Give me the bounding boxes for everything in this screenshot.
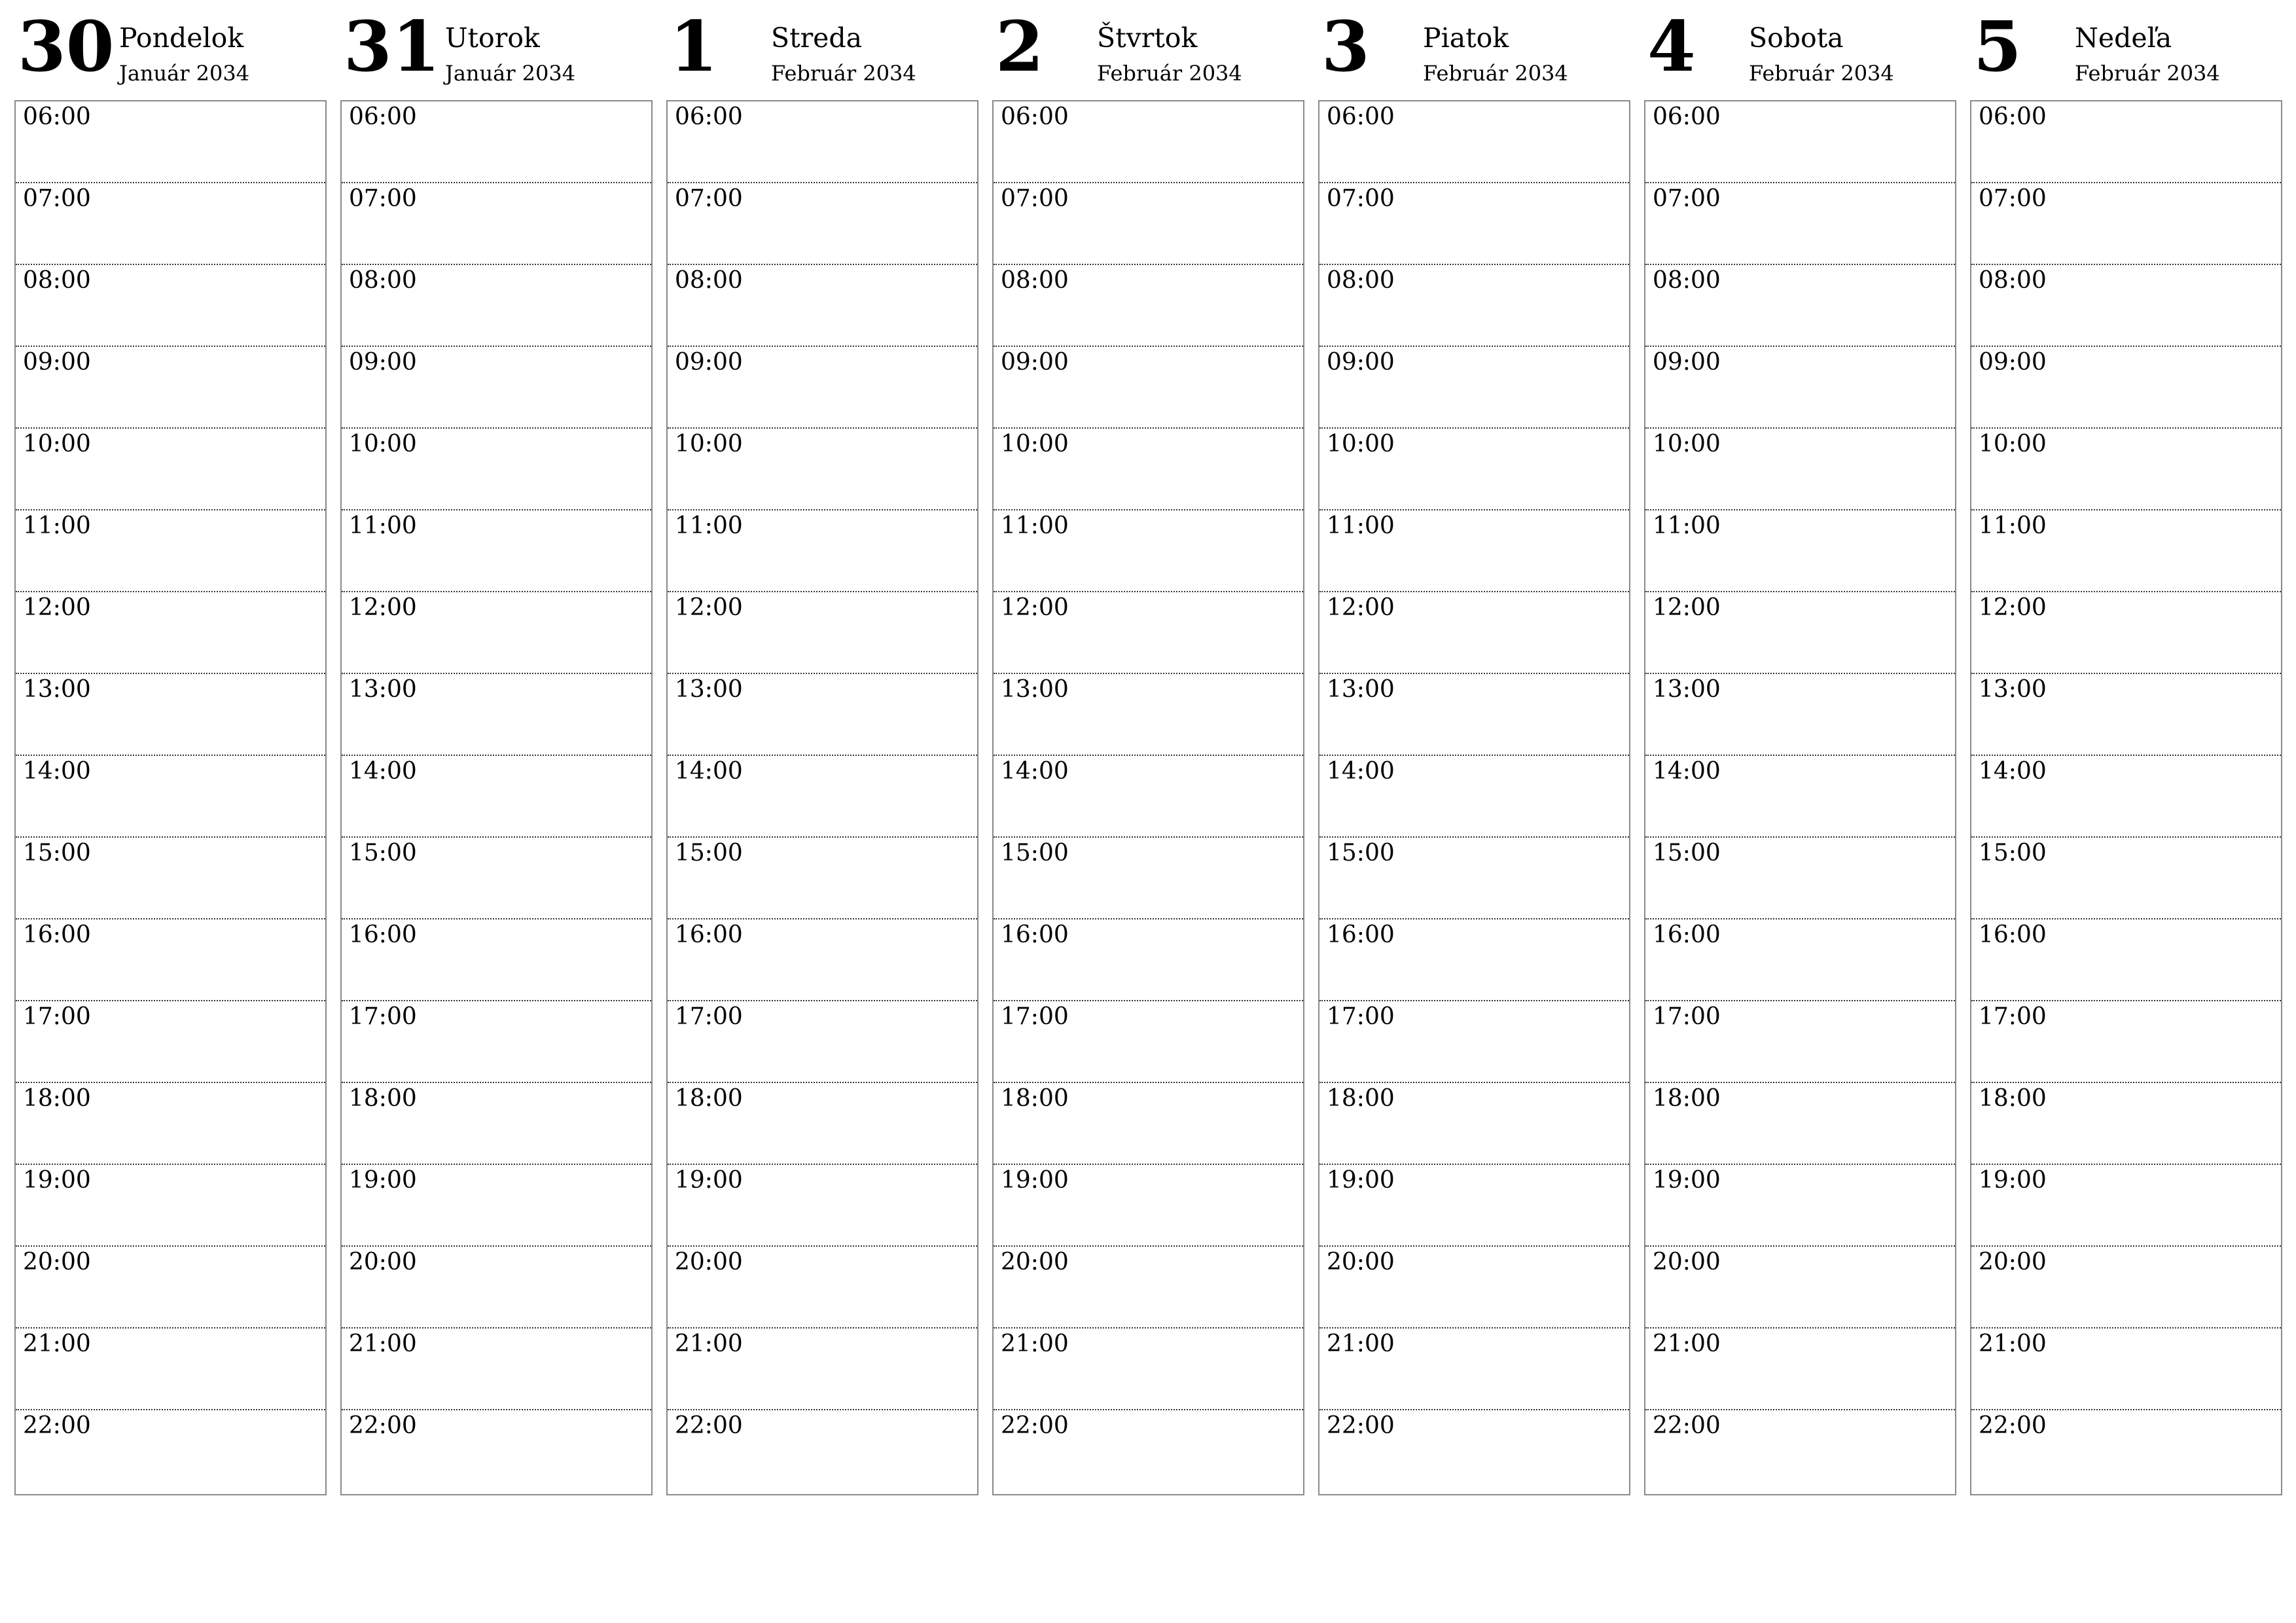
time-slot[interactable] xyxy=(1971,510,2281,592)
time-slot[interactable] xyxy=(1971,592,2281,674)
time-slot-label: 15:00 xyxy=(1001,840,1069,866)
time-slot-label: 10:00 xyxy=(1001,431,1069,457)
time-slot[interactable] xyxy=(1319,101,1629,183)
time-slot-label: 06:00 xyxy=(1001,103,1069,130)
time-slot-label: 11:00 xyxy=(1001,512,1069,539)
time-slot[interactable] xyxy=(1319,838,1629,919)
time-slot-label: 19:00 xyxy=(675,1167,743,1194)
day-number: 30 xyxy=(18,5,115,87)
time-slot-label: 14:00 xyxy=(1979,758,2047,785)
time-slot-label: 08:00 xyxy=(1979,267,2047,294)
time-slot-label: 21:00 xyxy=(675,1330,743,1357)
time-slot-label: 06:00 xyxy=(1327,103,1395,130)
time-slot[interactable] xyxy=(994,756,1303,838)
time-slot[interactable] xyxy=(16,919,325,1001)
time-slot-label: 15:00 xyxy=(23,840,91,866)
time-slot-label: 11:00 xyxy=(1979,512,2047,539)
month-year: Február 2034 xyxy=(2075,61,2220,86)
day-number: 3 xyxy=(1321,5,1370,87)
time-slot-label: 07:00 xyxy=(1001,185,1069,212)
time-slot[interactable] xyxy=(1319,347,1629,429)
time-slot-label: 13:00 xyxy=(1327,676,1395,703)
time-slot-label: 09:00 xyxy=(1653,349,1721,376)
time-slot[interactable] xyxy=(668,592,977,674)
time-slot-label: 22:00 xyxy=(675,1412,743,1439)
time-slot[interactable] xyxy=(994,1083,1303,1165)
time-slot[interactable] xyxy=(1971,1083,2281,1165)
time-slot-label: 13:00 xyxy=(1001,676,1069,703)
time-slot[interactable] xyxy=(1971,756,2281,838)
day-column xyxy=(1970,0,2282,1439)
time-slot[interactable] xyxy=(1645,429,1955,510)
time-slot[interactable] xyxy=(1971,1247,2281,1329)
time-slot[interactable] xyxy=(1971,1165,2281,1247)
day-schedule-box xyxy=(1970,100,2282,1495)
time-slot-label: 10:00 xyxy=(1327,431,1395,457)
time-slot-label: 15:00 xyxy=(1653,840,1721,866)
time-slot[interactable] xyxy=(16,101,325,183)
time-slot-label: 20:00 xyxy=(23,1249,91,1275)
day-header xyxy=(992,0,1304,100)
time-slot[interactable] xyxy=(994,1329,1303,1410)
time-slot[interactable] xyxy=(16,674,325,756)
time-slot[interactable] xyxy=(994,429,1303,510)
time-slot-label: 10:00 xyxy=(349,431,417,457)
time-slot[interactable] xyxy=(1971,1410,2281,1494)
time-slot[interactable] xyxy=(668,756,977,838)
day-number: 4 xyxy=(1647,5,1696,87)
month-year: Február 2034 xyxy=(771,61,916,86)
time-slot[interactable] xyxy=(668,1001,977,1083)
day-column xyxy=(1644,0,1956,1439)
time-slot[interactable] xyxy=(1319,183,1629,265)
time-slot-label: 17:00 xyxy=(1979,1003,2047,1030)
day-header xyxy=(666,0,978,100)
time-slot[interactable] xyxy=(1645,1329,1955,1410)
time-slot-label: 16:00 xyxy=(23,921,91,948)
time-slot-label: 08:00 xyxy=(349,267,417,294)
month-year: Február 2034 xyxy=(1423,61,1568,86)
weekday-name: Štvrtok xyxy=(1097,22,1198,54)
time-slot[interactable] xyxy=(668,919,977,1001)
time-slot-label: 12:00 xyxy=(23,594,91,621)
time-slot[interactable] xyxy=(1971,347,2281,429)
time-slot[interactable] xyxy=(994,1001,1303,1083)
time-slot-label: 21:00 xyxy=(23,1330,91,1357)
time-slot-label: 13:00 xyxy=(1653,676,1721,703)
time-slot[interactable] xyxy=(1645,101,1955,183)
time-slot-label: 14:00 xyxy=(675,758,743,785)
time-slot[interactable] xyxy=(342,429,651,510)
time-slot[interactable] xyxy=(16,1410,325,1494)
time-slot-label: 13:00 xyxy=(23,676,91,703)
time-slot[interactable] xyxy=(342,756,651,838)
month-year: Február 2034 xyxy=(1097,61,1242,86)
time-slot[interactable] xyxy=(342,592,651,674)
time-slot-label: 22:00 xyxy=(1979,1412,2047,1439)
time-slot-label: 16:00 xyxy=(1001,921,1069,948)
time-slot-label: 17:00 xyxy=(349,1003,417,1030)
time-slot[interactable] xyxy=(342,183,651,265)
time-slot[interactable] xyxy=(16,592,325,674)
time-slot-label: 07:00 xyxy=(349,185,417,212)
weekday-name: Sobota xyxy=(1749,22,1844,54)
weekday-name: Nedeľa xyxy=(2075,22,2172,54)
time-slot-label: 17:00 xyxy=(1327,1003,1395,1030)
time-slot[interactable] xyxy=(668,1329,977,1410)
time-slot-label: 16:00 xyxy=(1327,921,1395,948)
time-slot[interactable] xyxy=(994,674,1303,756)
time-slot[interactable] xyxy=(668,347,977,429)
time-slot-label: 19:00 xyxy=(23,1167,91,1194)
time-slot[interactable] xyxy=(1645,510,1955,592)
time-slot[interactable] xyxy=(994,510,1303,592)
day-schedule-box xyxy=(666,100,978,1495)
time-slot[interactable] xyxy=(1319,1083,1629,1165)
day-schedule-box xyxy=(1318,100,1630,1495)
time-slot[interactable] xyxy=(994,265,1303,347)
time-slot-label: 18:00 xyxy=(23,1085,91,1112)
time-slot-label: 19:00 xyxy=(1327,1167,1395,1194)
time-slot[interactable] xyxy=(668,1410,977,1494)
time-slot[interactable] xyxy=(668,1083,977,1165)
time-slot-label: 11:00 xyxy=(1653,512,1721,539)
time-slot-label: 20:00 xyxy=(1979,1249,2047,1275)
time-slot-label: 13:00 xyxy=(349,676,417,703)
time-slot[interactable] xyxy=(342,1329,651,1410)
time-slot[interactable] xyxy=(342,1410,651,1494)
time-slot[interactable] xyxy=(1645,592,1955,674)
day-column xyxy=(666,0,978,1439)
time-slot[interactable] xyxy=(994,101,1303,183)
time-slot[interactable] xyxy=(16,1329,325,1410)
time-slot-label: 17:00 xyxy=(1001,1003,1069,1030)
time-slot[interactable] xyxy=(1319,919,1629,1001)
time-slot[interactable] xyxy=(668,429,977,510)
time-slot[interactable] xyxy=(994,1247,1303,1329)
time-slot-label: 07:00 xyxy=(1327,185,1395,212)
day-number: 31 xyxy=(344,5,440,87)
time-slot-label: 06:00 xyxy=(675,103,743,130)
time-slot[interactable] xyxy=(1971,919,2281,1001)
month-year: Január 2034 xyxy=(445,61,576,86)
time-slot[interactable] xyxy=(1319,510,1629,592)
time-slot[interactable] xyxy=(1645,1410,1955,1494)
time-slot-label: 06:00 xyxy=(1979,103,2047,130)
time-slot[interactable] xyxy=(1645,756,1955,838)
time-slot-label: 21:00 xyxy=(1327,1330,1395,1357)
day-header xyxy=(1318,0,1630,100)
time-slot-label: 13:00 xyxy=(1979,676,2047,703)
time-slot[interactable] xyxy=(1971,183,2281,265)
time-slot-label: 20:00 xyxy=(1653,1249,1721,1275)
time-slot-label: 18:00 xyxy=(349,1085,417,1112)
time-slot-label: 19:00 xyxy=(349,1167,417,1194)
weekday-name: Streda xyxy=(771,22,863,54)
weekday-name: Pondelok xyxy=(119,22,244,54)
time-slot-label: 15:00 xyxy=(349,840,417,866)
time-slot[interactable] xyxy=(668,1247,977,1329)
time-slot[interactable] xyxy=(1319,592,1629,674)
day-header xyxy=(14,0,327,100)
time-slot[interactable] xyxy=(668,510,977,592)
time-slot-label: 12:00 xyxy=(1001,594,1069,621)
time-slot-label: 19:00 xyxy=(1979,1167,2047,1194)
day-number: 5 xyxy=(1973,5,2022,87)
time-slot-label: 10:00 xyxy=(1979,431,2047,457)
time-slot-label: 15:00 xyxy=(675,840,743,866)
day-header xyxy=(1970,0,2282,100)
time-slot[interactable] xyxy=(342,1083,651,1165)
time-slot[interactable] xyxy=(16,265,325,347)
day-column xyxy=(340,0,653,1439)
time-slot-label: 13:00 xyxy=(675,676,743,703)
time-slot[interactable] xyxy=(668,1165,977,1247)
time-slot[interactable] xyxy=(1971,429,2281,510)
time-slot-label: 14:00 xyxy=(1327,758,1395,785)
time-slot[interactable] xyxy=(16,1165,325,1247)
month-year: Január 2034 xyxy=(119,61,250,86)
time-slot-label: 22:00 xyxy=(349,1412,417,1439)
time-slot-label: 20:00 xyxy=(349,1249,417,1275)
time-slot-label: 12:00 xyxy=(1653,594,1721,621)
time-slot[interactable] xyxy=(1319,265,1629,347)
time-slot[interactable] xyxy=(16,838,325,919)
time-slot[interactable] xyxy=(342,347,651,429)
time-slot[interactable] xyxy=(1971,838,2281,919)
time-slot[interactable] xyxy=(16,756,325,838)
time-slot-label: 17:00 xyxy=(1653,1003,1721,1030)
time-slot[interactable] xyxy=(994,1410,1303,1494)
time-slot-label: 14:00 xyxy=(1653,758,1721,785)
time-slot-label: 18:00 xyxy=(1653,1085,1721,1112)
time-slot-label: 09:00 xyxy=(349,349,417,376)
time-slot-label: 07:00 xyxy=(675,185,743,212)
time-slot-label: 21:00 xyxy=(1001,1330,1069,1357)
weekday-name: Piatok xyxy=(1423,22,1509,54)
time-slot[interactable] xyxy=(994,838,1303,919)
time-slot[interactable] xyxy=(994,1165,1303,1247)
time-slot-label: 09:00 xyxy=(1979,349,2047,376)
time-slot[interactable] xyxy=(342,838,651,919)
time-slot[interactable] xyxy=(1645,919,1955,1001)
time-slot[interactable] xyxy=(668,183,977,265)
time-slot[interactable] xyxy=(342,265,651,347)
time-slot[interactable] xyxy=(16,1247,325,1329)
time-slot-label: 14:00 xyxy=(349,758,417,785)
time-slot-label: 18:00 xyxy=(1001,1085,1069,1112)
time-slot-label: 18:00 xyxy=(675,1085,743,1112)
time-slot-label: 06:00 xyxy=(1653,103,1721,130)
time-slot-label: 11:00 xyxy=(1327,512,1395,539)
time-slot-label: 18:00 xyxy=(1327,1085,1395,1112)
time-slot[interactable] xyxy=(16,347,325,429)
time-slot-label: 09:00 xyxy=(675,349,743,376)
time-slot-label: 09:00 xyxy=(23,349,91,376)
time-slot-label: 12:00 xyxy=(1327,594,1395,621)
time-slot[interactable] xyxy=(994,347,1303,429)
time-slot[interactable] xyxy=(668,101,977,183)
time-slot[interactable] xyxy=(1319,756,1629,838)
time-slot[interactable] xyxy=(668,674,977,756)
time-slot-label: 22:00 xyxy=(23,1412,91,1439)
time-slot[interactable] xyxy=(1645,1247,1955,1329)
day-header xyxy=(340,0,653,100)
time-slot[interactable] xyxy=(1319,674,1629,756)
time-slot-label: 20:00 xyxy=(1327,1249,1395,1275)
time-slot-label: 12:00 xyxy=(349,594,417,621)
time-slot[interactable] xyxy=(1645,1083,1955,1165)
time-slot[interactable] xyxy=(1645,265,1955,347)
time-slot-label: 22:00 xyxy=(1327,1412,1395,1439)
time-slot[interactable] xyxy=(16,183,325,265)
time-slot-label: 21:00 xyxy=(349,1330,417,1357)
day-column xyxy=(992,0,1304,1439)
day-column xyxy=(14,0,327,1439)
time-slot[interactable] xyxy=(1319,1410,1629,1494)
time-slot-label: 11:00 xyxy=(349,512,417,539)
time-slot[interactable] xyxy=(1319,1329,1629,1410)
day-schedule-box xyxy=(992,100,1304,1495)
time-slot-label: 22:00 xyxy=(1653,1412,1721,1439)
time-slot-label: 08:00 xyxy=(675,267,743,294)
month-year: Február 2034 xyxy=(1749,61,1894,86)
time-slot-label: 22:00 xyxy=(1001,1412,1069,1439)
time-slot-label: 16:00 xyxy=(675,921,743,948)
time-slot[interactable] xyxy=(1645,674,1955,756)
time-slot[interactable] xyxy=(1645,1165,1955,1247)
time-slot[interactable] xyxy=(16,429,325,510)
time-slot[interactable] xyxy=(1319,429,1629,510)
time-slot[interactable] xyxy=(342,674,651,756)
time-slot-label: 12:00 xyxy=(1979,594,2047,621)
time-slot-label: 08:00 xyxy=(23,267,91,294)
day-header xyxy=(1644,0,1956,100)
time-slot[interactable] xyxy=(1319,1247,1629,1329)
weekday-name: Utorok xyxy=(445,22,540,54)
time-slot[interactable] xyxy=(342,1247,651,1329)
time-slot[interactable] xyxy=(1645,838,1955,919)
time-slot-label: 11:00 xyxy=(23,512,91,539)
time-slot[interactable] xyxy=(342,101,651,183)
time-slot-label: 07:00 xyxy=(1653,185,1721,212)
time-slot-label: 09:00 xyxy=(1001,349,1069,376)
time-slot-label: 07:00 xyxy=(23,185,91,212)
day-schedule-box xyxy=(1644,100,1956,1495)
time-slot-label: 16:00 xyxy=(1979,921,2047,948)
time-slot-label: 06:00 xyxy=(349,103,417,130)
time-slot-label: 17:00 xyxy=(675,1003,743,1030)
time-slot[interactable] xyxy=(1971,101,2281,183)
time-slot-label: 09:00 xyxy=(1327,349,1395,376)
day-schedule-box xyxy=(340,100,653,1495)
time-slot[interactable] xyxy=(1319,1165,1629,1247)
time-slot[interactable] xyxy=(1645,183,1955,265)
time-slot-label: 16:00 xyxy=(349,921,417,948)
day-column xyxy=(1318,0,1630,1439)
time-slot-label: 10:00 xyxy=(1653,431,1721,457)
time-slot-label: 06:00 xyxy=(23,103,91,130)
time-slot[interactable] xyxy=(994,592,1303,674)
time-slot-label: 14:00 xyxy=(1001,758,1069,785)
time-slot[interactable] xyxy=(16,1083,325,1165)
time-slot-label: 15:00 xyxy=(1979,840,2047,866)
time-slot-label: 14:00 xyxy=(23,758,91,785)
time-slot[interactable] xyxy=(1319,1001,1629,1083)
time-slot[interactable] xyxy=(1971,1329,2281,1410)
time-slot[interactable] xyxy=(16,1001,325,1083)
time-slot-label: 10:00 xyxy=(23,431,91,457)
time-slot[interactable] xyxy=(342,919,651,1001)
time-slot-label: 19:00 xyxy=(1001,1167,1069,1194)
time-slot[interactable] xyxy=(342,1165,651,1247)
time-slot-label: 18:00 xyxy=(1979,1085,2047,1112)
time-slot-label: 08:00 xyxy=(1653,267,1721,294)
time-slot[interactable] xyxy=(994,183,1303,265)
time-slot[interactable] xyxy=(342,1001,651,1083)
time-slot-label: 07:00 xyxy=(1979,185,2047,212)
time-slot[interactable] xyxy=(16,510,325,592)
day-number: 1 xyxy=(670,5,718,87)
time-slot[interactable] xyxy=(1645,347,1955,429)
time-slot-label: 19:00 xyxy=(1653,1167,1721,1194)
time-slot[interactable] xyxy=(668,265,977,347)
time-slot-label: 08:00 xyxy=(1001,267,1069,294)
time-slot-label: 21:00 xyxy=(1653,1330,1721,1357)
time-slot-label: 11:00 xyxy=(675,512,743,539)
time-slot[interactable] xyxy=(1645,1001,1955,1083)
time-slot[interactable] xyxy=(1971,674,2281,756)
day-number: 2 xyxy=(996,5,1044,87)
time-slot[interactable] xyxy=(994,919,1303,1001)
time-slot[interactable] xyxy=(1971,265,2281,347)
time-slot-label: 08:00 xyxy=(1327,267,1395,294)
time-slot-label: 15:00 xyxy=(1327,840,1395,866)
time-slot-label: 12:00 xyxy=(675,594,743,621)
time-slot-label: 21:00 xyxy=(1979,1330,2047,1357)
time-slot-label: 10:00 xyxy=(675,431,743,457)
time-slot[interactable] xyxy=(342,510,651,592)
time-slot-label: 16:00 xyxy=(1653,921,1721,948)
time-slot-label: 20:00 xyxy=(675,1249,743,1275)
time-slot-label: 17:00 xyxy=(23,1003,91,1030)
time-slot[interactable] xyxy=(1971,1001,2281,1083)
day-schedule-box xyxy=(14,100,327,1495)
time-slot-label: 20:00 xyxy=(1001,1249,1069,1275)
time-slot[interactable] xyxy=(668,838,977,919)
